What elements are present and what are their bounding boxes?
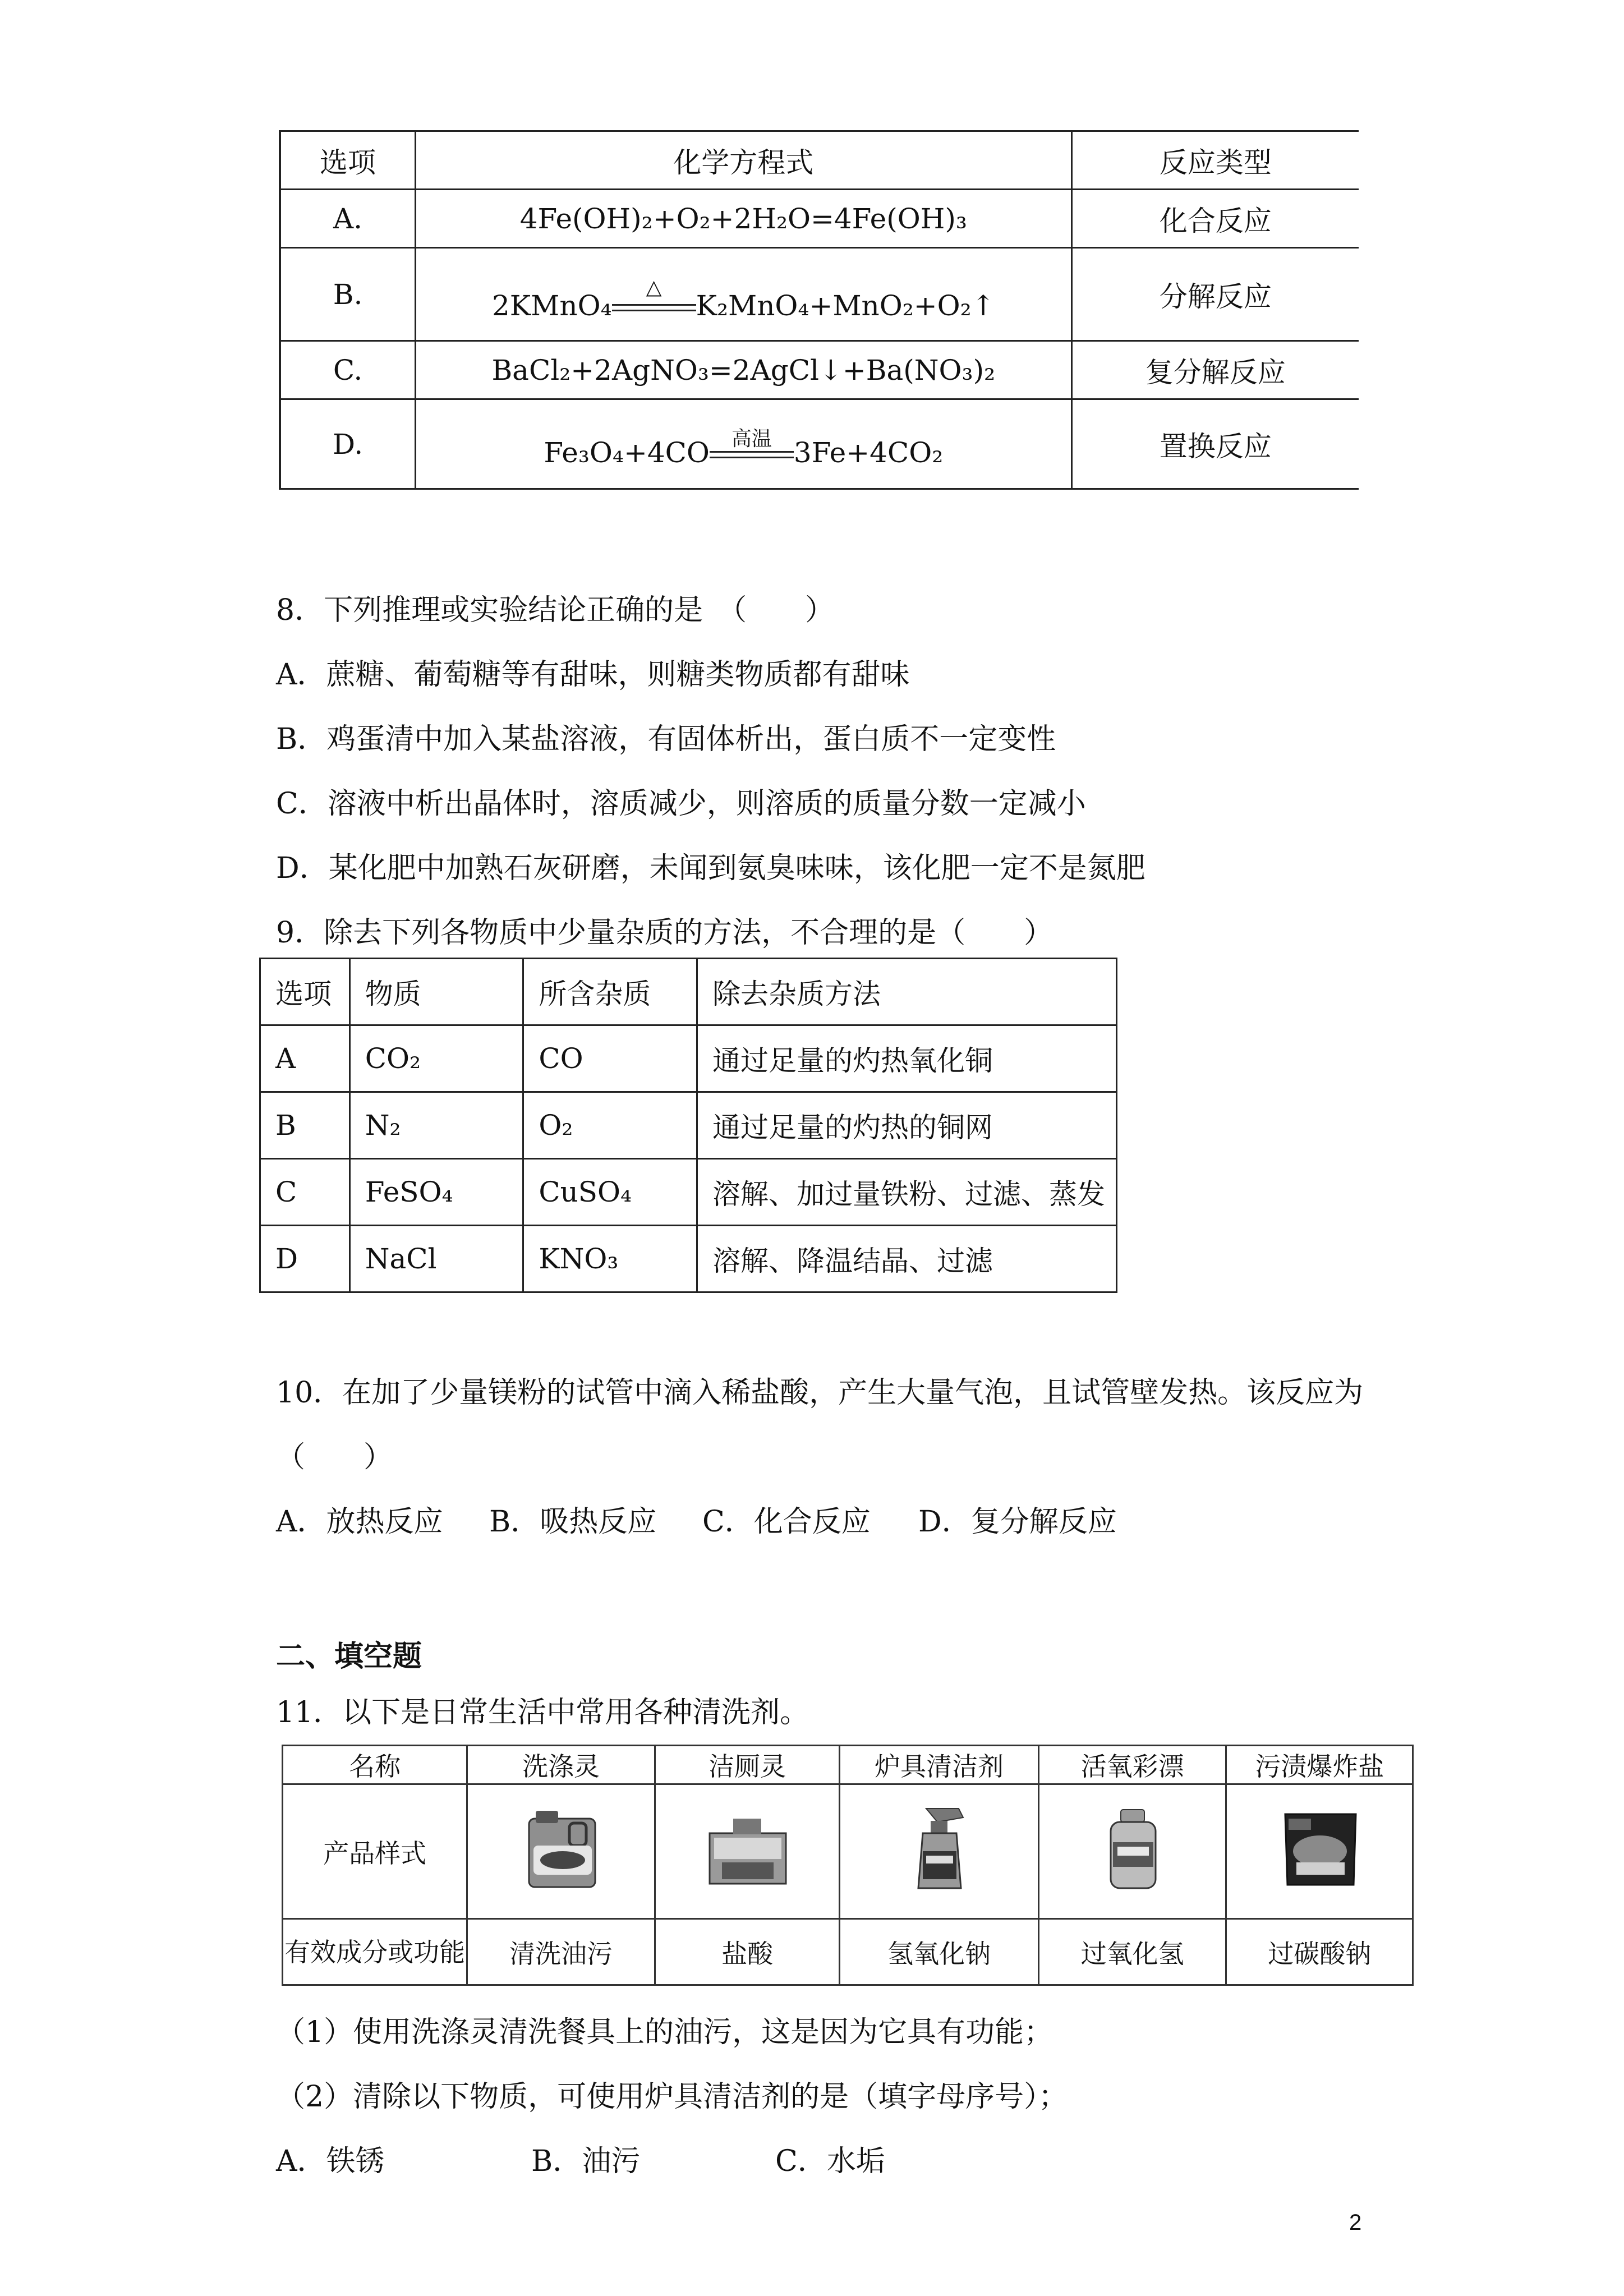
question-10-stem-cont: （ ） xyxy=(276,1441,393,1474)
header-method: 除去杂质方法 xyxy=(697,959,1116,1025)
question-10-option-b: B．吸热反应 xyxy=(489,1505,657,1539)
powder-bag-icon xyxy=(1272,1806,1367,1890)
product-name: 洗涤灵 xyxy=(467,1746,655,1784)
header-substance: 物质 xyxy=(349,959,523,1025)
product-image xyxy=(840,1784,1039,1919)
header-option: 选项 xyxy=(260,959,350,1025)
table-row xyxy=(260,1092,1117,1159)
reaction-condition-sign xyxy=(612,275,696,316)
method-cell: 溶解、降温结晶、过滤 xyxy=(697,1226,1116,1292)
question-8-option-a: A．蔗糖、葡萄糖等有甜味，则糖类物质都有甜味 xyxy=(276,658,910,692)
option-cell: C. xyxy=(280,341,416,399)
product-image xyxy=(1038,1784,1226,1919)
sub2-option-a: A．铁锈 xyxy=(276,2145,385,2178)
sub2-option-b: B．油污 xyxy=(531,2145,641,2178)
product-function: 过碳酸钠 xyxy=(1226,1919,1413,1985)
substance-cell: N₂ xyxy=(349,1092,523,1159)
header-equation: 化学方程式 xyxy=(416,131,1071,190)
equation-cell xyxy=(416,248,1071,341)
impurity-cell: KNO₃ xyxy=(523,1226,697,1292)
table-row xyxy=(260,1025,1117,1092)
reaction-type-cell: 复分解反应 xyxy=(1071,341,1359,399)
reaction-type-cell: 置换反应 xyxy=(1071,399,1359,489)
question-10-option-a: A．放热反应 xyxy=(276,1505,443,1539)
table-header-row xyxy=(280,131,1359,190)
reaction-condition-sign xyxy=(710,427,794,463)
detergent-jug-icon xyxy=(513,1806,609,1890)
question-9-stem: 9．除去下列各物质中少量杂质的方法，不合理的是（ ） xyxy=(276,916,1053,950)
sub2-option-c: C．水垢 xyxy=(775,2145,885,2178)
product-image xyxy=(1226,1784,1413,1919)
equation-cell: 4Fe(OH)₂+O₂+2H₂O=4Fe(OH)₃ xyxy=(416,190,1071,248)
option-cell: A. xyxy=(280,190,416,248)
table-row xyxy=(260,1159,1117,1226)
reaction-type-cell: 分解反应 xyxy=(1071,248,1359,341)
table-header-row xyxy=(260,959,1117,1025)
header-reaction-type: 反应类型 xyxy=(1071,131,1359,190)
question-11-stem: 11．以下是日常生活中常用各种清洗剂。 xyxy=(276,1696,809,1729)
cleaner-table xyxy=(282,1745,1414,1986)
option-cell: A xyxy=(260,1025,350,1092)
product-name: 炉具清洁剂 xyxy=(840,1746,1039,1784)
question-10-option-c: C．化合反应 xyxy=(702,1505,871,1539)
reaction-condition: △ xyxy=(646,275,662,299)
option-cell: B xyxy=(260,1092,350,1159)
impurity-table xyxy=(259,958,1117,1293)
equation-reactants: 2KMnO₄ xyxy=(492,289,612,322)
bleach-bottle-icon xyxy=(1085,1806,1180,1890)
substance-cell: NaCl xyxy=(349,1226,523,1292)
reaction-condition: 高温 xyxy=(731,427,772,450)
method-cell: 通过足量的灼热氧化铜 xyxy=(697,1025,1116,1092)
equation-cell xyxy=(416,399,1071,489)
equation-products: 3Fe+4CO₂ xyxy=(793,436,944,469)
question-11-sub1: （1）使用洗涤灵清洗餐具上的油污，这是因为它具有功能； xyxy=(276,2016,1053,2049)
row-label: 产品样式 xyxy=(283,1784,467,1919)
toilet-cleaner-pack-icon xyxy=(700,1806,795,1890)
option-cell: C xyxy=(260,1159,350,1226)
header-impurity: 所含杂质 xyxy=(523,959,697,1025)
question-8-option-d: D．某化肥中加熟石灰研磨，未闻到氨臭味味，该化肥一定不是氮肥 xyxy=(276,852,1145,885)
question-8-option-b: B．鸡蛋清中加入某盐溶液，有固体析出，蛋白质不一定变性 xyxy=(276,723,1056,756)
table-row-images xyxy=(283,1784,1413,1919)
method-cell: 溶解、加过量铁粉、过滤、蒸发 xyxy=(697,1159,1116,1226)
table-row-names xyxy=(283,1746,1413,1784)
spray-bottle-icon xyxy=(891,1806,987,1890)
impurity-cell: O₂ xyxy=(523,1092,697,1159)
question-8-stem: 8．下列推理或实验结论正确的是 （ ） xyxy=(276,593,835,627)
equation-reactants: Fe₃O₄+4CO xyxy=(544,436,710,469)
product-image xyxy=(467,1784,655,1919)
substance-cell: CO₂ xyxy=(349,1025,523,1092)
product-function: 氢氧化钠 xyxy=(840,1919,1039,1985)
product-function: 过氧化氢 xyxy=(1038,1919,1226,1985)
equation-products: K₂MnO₄+MnO₂+O₂↑ xyxy=(696,289,995,322)
product-name: 洁厕灵 xyxy=(655,1746,840,1784)
row-label: 名称 xyxy=(283,1746,467,1784)
equation-table xyxy=(279,130,1359,490)
table-row xyxy=(280,341,1359,399)
question-10-options xyxy=(276,1498,1117,1540)
option-cell: B. xyxy=(280,248,416,341)
section-title: 二、填空题 xyxy=(276,1640,422,1673)
product-function: 清洗油污 xyxy=(467,1919,655,1985)
option-cell: D. xyxy=(280,399,416,489)
table-row xyxy=(280,248,1359,341)
equation-cell: BaCl₂+2AgNO₃=2AgCl↓+Ba(NO₃)₂ xyxy=(416,341,1071,399)
question-8-option-c: C．溶液中析出晶体时，溶质减少，则溶质的质量分数一定减小 xyxy=(276,787,1086,821)
header-option: 选项 xyxy=(280,131,416,190)
impurity-cell: CO xyxy=(523,1025,697,1092)
question-10-option-d: D．复分解反应 xyxy=(918,1505,1117,1539)
row-label: 有效成分或功能 xyxy=(283,1919,467,1985)
product-image xyxy=(655,1784,840,1919)
question-11-sub2: （2）清除以下物质，可使用炉具清洁剂的是（填字母序号）； xyxy=(276,2080,1068,2114)
question-11-sub2-options xyxy=(276,2137,885,2179)
table-row xyxy=(280,399,1359,489)
table-row-functions xyxy=(283,1919,1413,1985)
product-name: 污渍爆炸盐 xyxy=(1226,1746,1413,1784)
method-cell: 通过足量的灼热的铜网 xyxy=(697,1092,1116,1159)
table-row xyxy=(280,190,1359,248)
reaction-type-cell: 化合反应 xyxy=(1071,190,1359,248)
page-number: 2 xyxy=(1349,2210,1362,2235)
option-cell: D xyxy=(260,1226,350,1292)
impurity-cell: CuSO₄ xyxy=(523,1159,697,1226)
product-function: 盐酸 xyxy=(655,1919,840,1985)
table-row xyxy=(260,1226,1117,1292)
substance-cell: FeSO₄ xyxy=(349,1159,523,1226)
product-name: 活氧彩漂 xyxy=(1038,1746,1226,1784)
question-10-stem: 10．在加了少量镁粉的试管中滴入稀盐酸，产生大量气泡，且试管壁发热。该反应为 xyxy=(276,1376,1364,1410)
